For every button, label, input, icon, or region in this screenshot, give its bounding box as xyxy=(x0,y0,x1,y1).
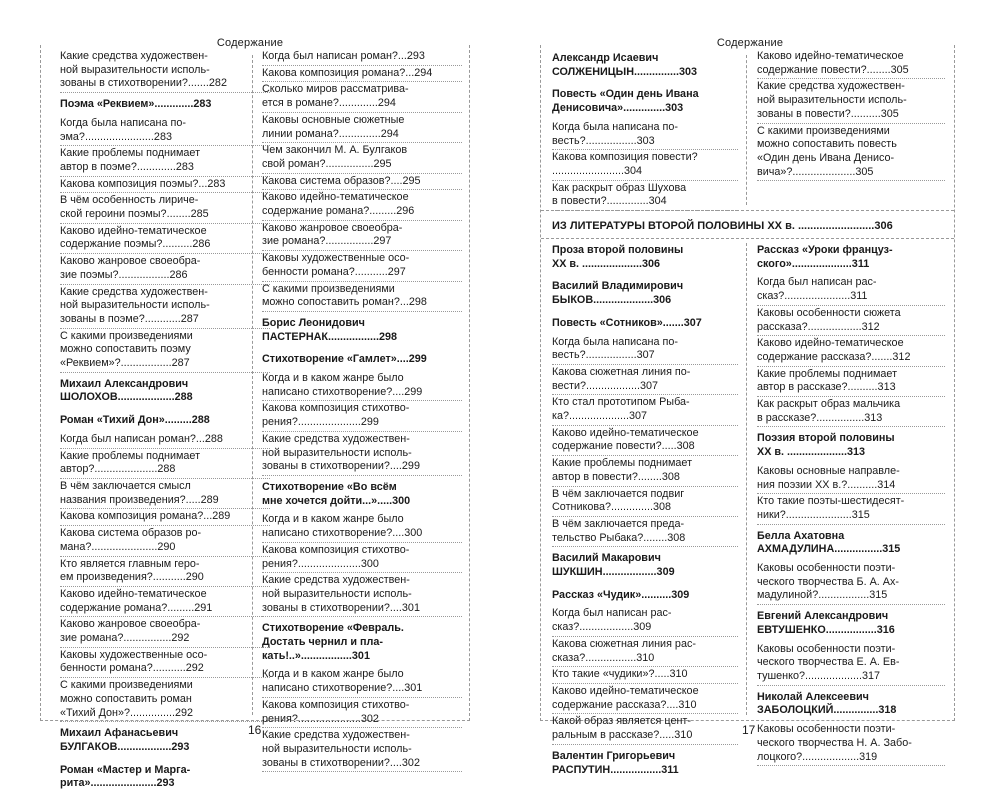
column-divider xyxy=(746,243,747,715)
toc-entry: Каковы художественные осо- бенности романа?...........292 xyxy=(60,649,270,678)
toc-heading: Рассказ «Уроки француз- ского»....................311 xyxy=(757,244,893,270)
toc-entry: С какими произведениями можно сопоставить повесть «Один день Ивана Денисо- вича»?.....................305 xyxy=(757,125,945,182)
toc-entry: Когда был написан рас- сказ?..................309 xyxy=(552,607,738,636)
toc-entry: Какова композиция стихотво- рения?.....................302 xyxy=(262,699,462,728)
toc-entry: С какими произведениями можно сопоставить поэму «Реквием»?.................287 xyxy=(60,330,270,373)
toc-entry: Каково идейно-тематическое содержание повести?........305 xyxy=(757,50,945,79)
toc-heading: Проза второй половины XX в. ....................306 xyxy=(552,244,684,270)
toc-entry: Какова композиция стихотво- рения?.....................299 xyxy=(262,402,462,431)
toc-heading: Михаил Александрович ШОЛОХОВ...................288 xyxy=(60,377,193,404)
toc-entry: Кто такие поэты-шестидесят- ники?......................315 xyxy=(757,495,945,524)
toc-entry: Какие проблемы поднимает автор в поэме?.............283 xyxy=(60,147,270,176)
toc-heading: Поэзия второй половины XX в. ....................313 xyxy=(757,432,895,459)
toc-entry: В чём заключается преда- тельство Рыбака?........308 xyxy=(552,518,738,547)
toc-heading: Рассказ «Чудик»..........309 xyxy=(552,588,690,601)
toc-entry: Когда была написана по- весть?.................307 xyxy=(552,336,738,365)
toc-heading: Повесть «Один день Ивана Денисовича»..............303 xyxy=(552,88,699,115)
toc-entry: Каковы особенности поэти- ческого творчества Е. А. Ев- тушенко?...................317 xyxy=(757,643,945,686)
toc-entry: Каково идейно-тематическое содержание романа?.........291 xyxy=(60,588,270,617)
toc-entry: Каковы особенности поэти- ческого творчества Б. А. Ах- мадулиной?.................315 xyxy=(757,562,945,605)
toc-column xyxy=(60,50,270,796)
toc-entry: Какие средства художествен- ной выразительности исполь- зованы в стихотворении?.......282 xyxy=(60,50,270,93)
toc-entry: Какие проблемы поднимает автор в рассказе?..........313 xyxy=(757,368,945,397)
toc-entry: Каково идейно-тематическое содержание поэмы?..........286 xyxy=(60,225,270,254)
left-page xyxy=(0,0,500,790)
toc-heading: Стихотворение «Февраль. Достать чернил и пла- кать!..».................301 xyxy=(262,622,404,662)
toc-entry: Как раскрыт образ мальчика в рассказе?................313 xyxy=(757,398,945,427)
toc-heading: Повесть «Сотников».......307 xyxy=(552,316,702,329)
page-header: Содержание xyxy=(716,37,784,49)
toc-entry: Каковы особенности поэти- ческого творчества Н. А. Забо- лоцкого?...................319 xyxy=(757,723,945,766)
toc-heading: Евгений Александрович ЕВТУШЕНКО.................316 xyxy=(757,610,895,636)
toc-entry: Каковы особенности сюжета рассказа?..................312 xyxy=(757,307,945,336)
toc-heading: Александр Исаевич СОЛЖЕНИЦЫН...............303 xyxy=(552,52,698,78)
toc-entry: Когда была написана по- весть?.................303 xyxy=(552,121,738,150)
toc-entry: Когда был написан рас- сказ?......................311 xyxy=(757,276,945,305)
toc-entry: Когда и в каком жанре было написано стихотворение?....301 xyxy=(262,668,462,697)
toc-entry: Сколько миров рассматрива- ется в романе?.............294 xyxy=(262,83,462,112)
toc-heading: Михаил Афанасьевич БУЛГАКОВ..................293 xyxy=(60,727,190,753)
toc-column xyxy=(757,50,945,182)
toc-entry: Как раскрыт образ Шухова в повести?..............304 xyxy=(552,182,738,211)
toc-entry: Когда была написана по- эма?.......................283 xyxy=(60,117,270,146)
toc-heading: Поэма «Реквием».............283 xyxy=(60,98,212,111)
section-divider xyxy=(541,238,954,239)
toc-entry: С какими произведениями можно сопоставить роман «Тихий Дон»?...............292 xyxy=(60,679,270,722)
page-header: Содержание xyxy=(216,37,284,49)
toc-heading: Роман «Тихий Дон».........288 xyxy=(60,414,210,427)
toc-entry: Какова система образов ро- мана?......................290 xyxy=(60,527,270,556)
section-divider xyxy=(541,210,954,211)
toc-entry: Чем закончил М. А. Булгаков свой роман?................295 xyxy=(262,144,462,173)
toc-entry: Какие проблемы поднимает автор?.....................288 xyxy=(60,450,270,479)
toc-entry: Каково жанровое своеобра- зие поэмы?.................286 xyxy=(60,255,270,284)
toc-entry: Какие средства художествен- ной выразительности исполь- зованы в поэме?............287 xyxy=(60,286,270,329)
page-number: 17 xyxy=(742,723,756,737)
toc-entry: Каковы основные направле- ния поэзии XX в.?..........314 xyxy=(757,465,945,494)
toc-column xyxy=(262,50,462,773)
toc-entry: Какие средства художествен- ной выразительности исполь- зованы в стихотворении?....302 xyxy=(262,729,462,772)
toc-heading: Белла Ахатовна АХМАДУЛИНА................315 xyxy=(757,529,901,556)
toc-entry: Каково идейно-тематическое содержание рассказа?.......312 xyxy=(757,337,945,366)
toc-entry: Каково жанровое своеобра- зие романа?................297 xyxy=(262,222,462,251)
toc-entry: Каково жанровое своеобра- зие романа?................292 xyxy=(60,618,270,647)
column-divider xyxy=(746,55,747,205)
page-number: 16 xyxy=(248,723,262,737)
section-title: ИЗ ЛИТЕРАТУРЫ ВТОРОЙ ПОЛОВИНЫ XX в. .........................306 xyxy=(552,220,893,232)
toc-entry: Каково идейно-тематическое содержание рассказа?....310 xyxy=(552,685,738,714)
toc-entry: Когда был написан роман?...293 xyxy=(262,50,462,66)
toc-heading: Роман «Мастер и Марга- рита»......................293 xyxy=(60,763,191,790)
toc-heading: Борис Леонидович ПАСТЕРНАК.................298 xyxy=(262,316,398,343)
toc-column xyxy=(552,242,738,782)
toc-entry: Какие средства художествен- ной выразительности исполь- зованы в стихотворении?....301 xyxy=(262,574,462,617)
toc-entry: В чём заключается смысл названия произведения?.....289 xyxy=(60,480,270,509)
toc-entry: Кто является главным геро- ем произведения?...........290 xyxy=(60,558,270,587)
toc-entry: Кто стал прототипом Рыба- ка?....................307 xyxy=(552,396,738,425)
toc-heading: Николай Алексеевич ЗАБОЛОЦКИЙ...............318 xyxy=(757,690,897,717)
toc-entry: Каково идейно-тематическое содержание романа?.........296 xyxy=(262,191,462,220)
toc-entry: Какие средства художествен- ной выразительности исполь- зованы в повести?..........305 xyxy=(757,80,945,123)
toc-entry: Когда и в каком жанре было написано стихотворение?....299 xyxy=(262,372,462,401)
toc-entry: Какие проблемы поднимает автор в повести?........308 xyxy=(552,457,738,486)
toc-entry: Кто такие «чудики»?.....310 xyxy=(552,668,738,684)
toc-entry: С какими произведениями можно сопоставить роман?...298 xyxy=(262,283,462,312)
toc-entry: Какой образ является цент- ральным в рассказе?.....310 xyxy=(552,715,738,744)
toc-entry: В чём особенность лириче- ской героини поэмы?........285 xyxy=(60,194,270,223)
toc-heading: Стихотворение «Гамлет»....299 xyxy=(262,353,427,366)
toc-heading: Стихотворение «Во всём мне хочется дойти...».....300 xyxy=(262,480,411,507)
toc-entry: Какова сюжетная линия рас- сказа?.................310 xyxy=(552,638,738,667)
toc-heading: Василий Макарович ШУКШИН..................309 xyxy=(552,552,675,579)
toc-column xyxy=(757,242,945,767)
toc-entry: Каковы художественные осо- бенности романа?...........297 xyxy=(262,252,462,281)
toc-entry: Какова композиция поэмы?...283 xyxy=(60,178,270,194)
toc-entry: Какие средства художествен- ной выразительности исполь- зованы в стихотворении?....299 xyxy=(262,433,462,476)
toc-entry: Каковы основные сюжетные линии романа?..............294 xyxy=(262,114,462,143)
toc-entry: Когда был написан роман?...288 xyxy=(60,433,270,449)
toc-entry: Какова композиция повести? ........................304 xyxy=(552,151,738,180)
toc-entry: В чём заключается подвиг Сотникова?..............308 xyxy=(552,488,738,517)
toc-entry: Какова сюжетная линия по- вести?..................307 xyxy=(552,366,738,395)
toc-entry: Каково идейно-тематическое содержание повести?.....308 xyxy=(552,427,738,456)
toc-entry: Какова система образов?....295 xyxy=(262,175,462,191)
toc-entry: Какова композиция романа?...289 xyxy=(60,510,270,526)
toc-heading: Василий Владимирович БЫКОВ....................306 xyxy=(552,280,684,307)
toc-entry: Какова композиция романа?...294 xyxy=(262,67,462,83)
toc-column xyxy=(552,50,738,212)
toc-entry: Когда и в каком жанре было написано стихотворение?....300 xyxy=(262,513,462,542)
toc-entry: Какова композиция стихотво- рения?.....................300 xyxy=(262,544,462,573)
toc-heading: Валентин Григорьевич РАСПУТИН.................311 xyxy=(552,749,679,776)
